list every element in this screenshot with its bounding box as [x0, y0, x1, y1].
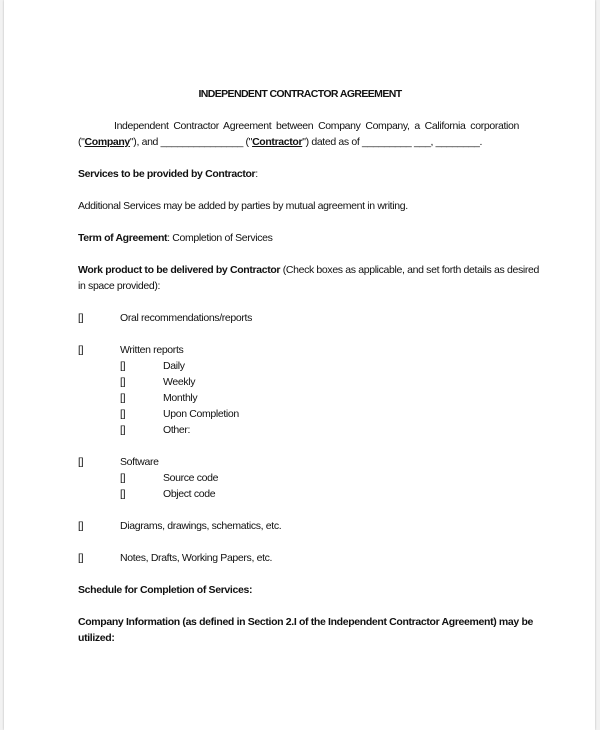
- checkbox-oral[interactable]: []: [78, 312, 84, 324]
- intro-line-2: [78, 136, 482, 149]
- intro-line-1: Independent Contractor Agreement between Company Company, a California corporation: [114, 120, 519, 132]
- schedule-heading: Schedule for Completion of Services:: [78, 584, 253, 596]
- checkbox-upon-completion[interactable]: []: [120, 408, 126, 420]
- intro-mid-text: "), and _______________ (": [129, 136, 253, 148]
- checkbox-other[interactable]: []: [120, 424, 126, 436]
- work-product-line-1: [78, 264, 539, 277]
- checkbox-diagrams[interactable]: []: [78, 520, 84, 532]
- work-product-line-2: in space provided):: [78, 280, 161, 292]
- work-product-note: (Check boxes as applicable, and set forth details as desired: [280, 264, 539, 276]
- company-defined-term: Company: [84, 136, 130, 148]
- document-title: INDEPENDENT CONTRACTOR AGREEMENT: [198, 88, 402, 100]
- intro-tail-text: ") dated as of _________ ___, ________.: [302, 136, 483, 148]
- additional-services-text: Additional Services may be added by parties by mutual agreement in writing.: [78, 200, 408, 212]
- label-diagrams: Diagrams, drawings, schematics, etc.: [120, 520, 282, 532]
- checkbox-source-code[interactable]: []: [120, 472, 126, 484]
- label-daily: Daily: [163, 360, 185, 372]
- label-notes: Notes, Drafts, Working Papers, etc.: [120, 552, 273, 564]
- term-value: : Completion of Services: [167, 232, 273, 244]
- label-upon-completion: Upon Completion: [163, 408, 239, 420]
- label-source-code: Source code: [163, 472, 219, 484]
- label-oral: Oral recommendations/reports: [120, 312, 253, 324]
- work-product-heading: Work product to be delivered by Contractor: [78, 264, 281, 276]
- checkbox-written-reports[interactable]: []: [78, 344, 84, 356]
- company-info-line-2: utilized:: [78, 632, 115, 644]
- label-monthly: Monthly: [163, 392, 198, 404]
- term-label: Term of Agreement: [78, 232, 168, 244]
- label-other: Other:: [163, 424, 191, 436]
- label-software: Software: [120, 456, 159, 468]
- label-object-code: Object code: [163, 488, 216, 500]
- services-heading-line: [78, 168, 258, 181]
- services-heading: Services to be provided by Contractor: [78, 168, 256, 180]
- label-written-reports: Written reports: [120, 344, 184, 356]
- checkbox-object-code[interactable]: []: [120, 488, 126, 500]
- term-of-agreement-line: [78, 232, 273, 245]
- checkbox-monthly[interactable]: []: [120, 392, 126, 404]
- label-weekly: Weekly: [163, 376, 196, 388]
- checkbox-weekly[interactable]: []: [120, 376, 126, 388]
- intro-open-paren: (": [78, 136, 85, 148]
- checkbox-software[interactable]: []: [78, 456, 84, 468]
- checkbox-daily[interactable]: []: [120, 360, 126, 372]
- checkbox-notes[interactable]: []: [78, 552, 84, 564]
- company-info-line-1: Company Information (as defined in Section 2.I of the Independent Contractor Agreement) may be: [78, 616, 534, 628]
- contractor-defined-term: Contractor: [252, 136, 303, 148]
- services-colon: :: [255, 168, 258, 180]
